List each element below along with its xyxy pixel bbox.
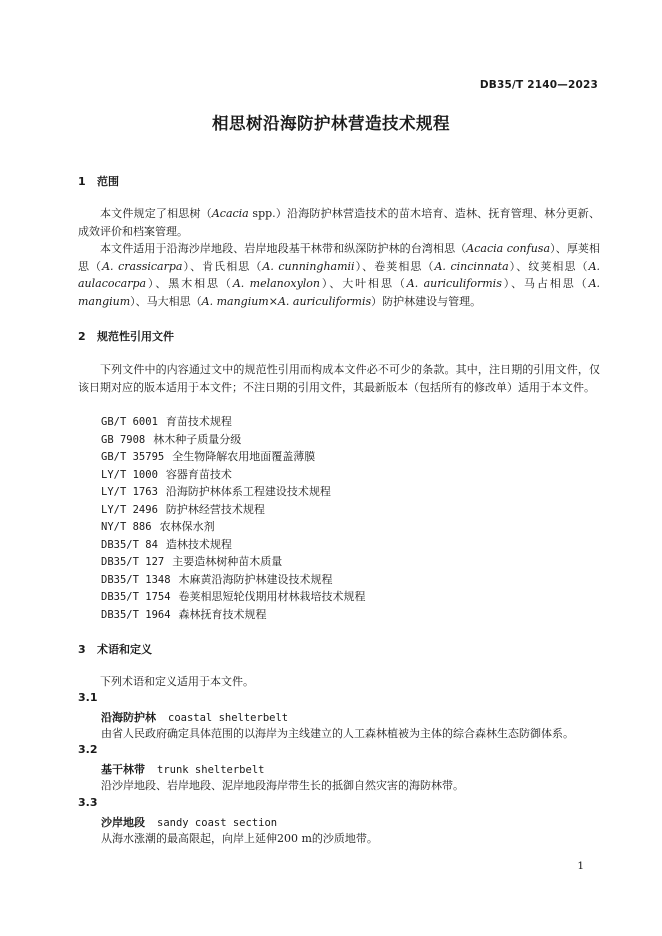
document-title: 相思树沿海防护林营造技术规程 — [212, 114, 450, 133]
reference-item: LY/T 2496 防护林经营技术规程 — [101, 503, 265, 516]
term-name: 沿海防护林 coastal shelterbelt — [101, 711, 289, 724]
reference-item: DB35/T 1754 卷荚相思短轮伐期用材林栽培技术规程 — [101, 590, 366, 603]
scope-paragraph-1: 本文件规定了相思树（Acacia spp.）沿海防护林营造技术的苗木培育、造林、抚育管理、林分更新、成效评价和档案管理。 — [78, 207, 600, 238]
reference-item: GB/T 6001 育苗技术规程 — [101, 415, 232, 428]
section-1-heading — [78, 173, 119, 189]
term-number: 3.2 — [78, 743, 98, 756]
term-name: 沙岸地段 sandy coast section — [101, 816, 278, 829]
section-title: 范围 — [97, 175, 119, 188]
term-definition: 从海水涨潮的最高限起，向岸上延伸200 m的沙质地带。 — [101, 832, 378, 845]
reference-item: GB/T 35795 全生物降解农用地面覆盖薄膜 — [101, 450, 316, 463]
section-3-heading — [78, 641, 152, 657]
term-definition: 沿沙岸地段、岩岸地段、泥岸地段海岸带生长的抵御自然灾害的海防林带。 — [101, 779, 464, 792]
reference-item: DB35/T 84 造林技术规程 — [101, 538, 232, 551]
terms-intro: 下列术语和定义适用于本文件。 — [100, 675, 254, 688]
section-title: 规范性引用文件 — [97, 330, 174, 343]
section-2-heading — [78, 328, 174, 344]
section-number: 2 — [78, 330, 86, 343]
reference-item: NY/T 886 农林保水剂 — [101, 520, 215, 533]
section-number: 1 — [78, 175, 86, 188]
term-number: 3.1 — [78, 691, 98, 704]
references-intro: 下列文件中的内容通过文中的规范性引用而构成本文件必不可少的条款。其中，注日期的引用文件，仅该日期对应的版本适用于本文件；不注日期的引用文件，其最新版本（包括所有的修改单）适用于本文件。 — [78, 363, 600, 394]
standard-code: DB35/T 2140—2023 — [479, 79, 598, 91]
reference-item: DB35/T 127 主要造林树种苗木质量 — [101, 555, 283, 568]
reference-item: GB 7908 林木种子质量分级 — [101, 433, 242, 446]
term-definition: 由省人民政府确定具体范围的以海岸为主线建立的人工森林植被为主体的综合森林生态防御体系。 — [101, 727, 574, 740]
term-number: 3.3 — [78, 796, 98, 809]
term-name: 基干林带 trunk shelterbelt — [101, 763, 265, 776]
reference-item: DB35/T 1348 木麻黄沿海防护林建设技术规程 — [101, 573, 333, 586]
reference-item: DB35/T 1964 森林抚育技术规程 — [101, 608, 267, 621]
scope-paragraph-2: 本文件适用于沿海沙岸地段、岩岸地段基干林带和纵深防护林的台湾相思（Acacia confusa）、厚荚相思（A. crassicarpa）、肯氏相思（A. cunninghamii）、卷荚相思（A. cincinnata）、纹荚相思（A. aulacocarpa）、黑木相思（A. melanoxylon）、大叶相思（A. auriculiformis）、马占相思（A. mangium）、马大相思（A. mangium×A. auriculiformis）防护林建设与管理。 — [78, 242, 601, 308]
section-title: 术语和定义 — [97, 643, 152, 656]
reference-item: LY/T 1000 容器育苗技术 — [101, 468, 232, 481]
page-number: 1 — [577, 860, 584, 872]
reference-item: LY/T 1763 沿海防护林体系工程建设技术规程 — [101, 485, 331, 498]
section-number: 3 — [78, 643, 86, 656]
